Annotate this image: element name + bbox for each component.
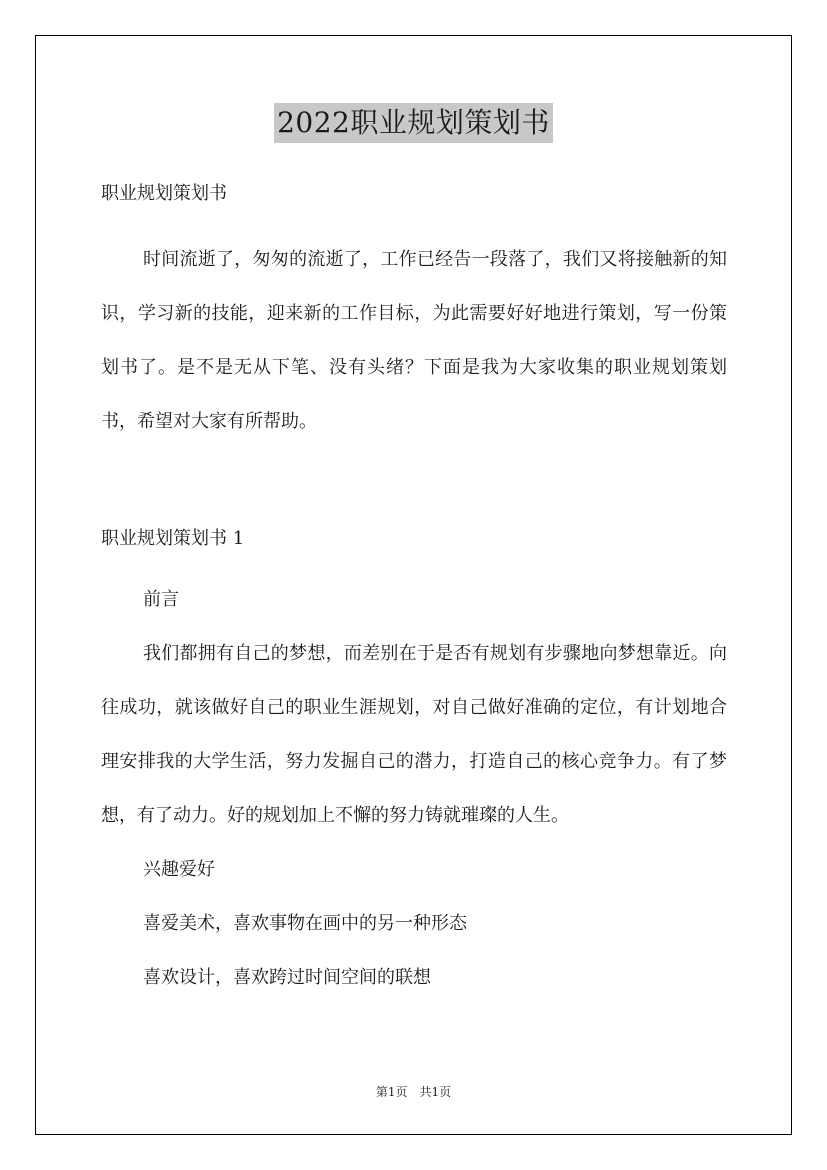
interests-label: 兴趣爱好 [143, 859, 215, 880]
interest-item-2: 喜欢设计，喜欢跨过时间空间的联想 [143, 967, 431, 988]
document-title: 2022职业规划策划书 [274, 103, 553, 143]
preface-label: 前言 [143, 589, 179, 610]
preface-paragraph: 我们都拥有自己的梦想，而差别在于是否有规划有步骤地向梦想靠近。向往成功，就该做好自己的职业生涯规划，对自己做好准确的定位，有计划地合理安排我的大学生活，努力发掘自己的潜力，打造自己的核心竞争力。有了梦想，有了动力。好的规划加上不懈的努力铸就璀璨的人生。 [101, 643, 727, 826]
intro-heading: 职业规划策划书 [101, 183, 227, 204]
section-1-heading: 职业规划策划书 1 [101, 528, 245, 549]
page-footer: 第1页 共1页 [375, 1085, 452, 1099]
intro-paragraph: 时间流逝了，匆匆的流逝了，工作已经告一段落了，我们又将接触新的知识，学习新的技能，迎来新的工作目标，为此需要好好地进行策划，写一份策划书了。是不是无从下笔、没有头绪？下面是我为大家收集的职业规划策划书，希望对大家有所帮助。 [101, 249, 727, 432]
document-body [101, 175, 727, 1005]
interest-item-1: 喜爱美术，喜欢事物在画中的另一种形态 [143, 913, 467, 934]
title-container [0, 103, 827, 143]
